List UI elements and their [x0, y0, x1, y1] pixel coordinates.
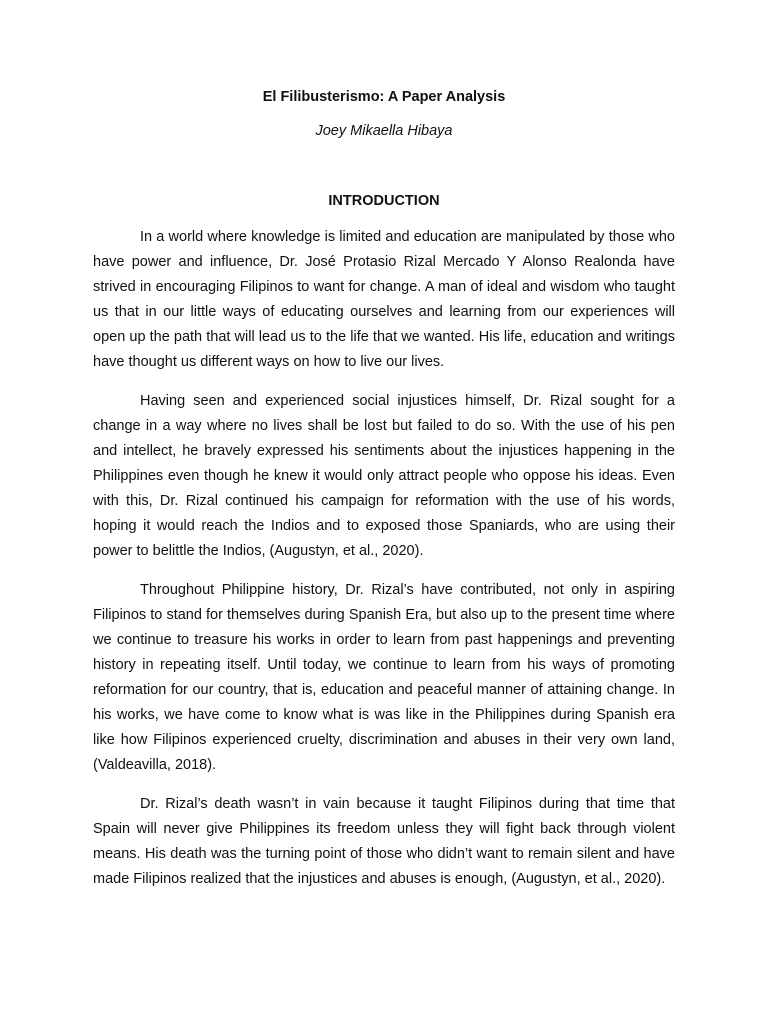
paragraph-4: Dr. Rizal’s death wasn’t in vain because it taught Filipinos during that time that Spain will never give Philippines its freedom unless they will fight back through violent means. His death was the turning point of those who didn’t want to remain silent and have made Filipinos realized that the injustices and abuses is enough, (Augustyn, et al., 2020).: [93, 796, 675, 887]
body-text: [93, 225, 675, 906]
document-title: El Filibusterismo: A Paper Analysis: [262, 89, 506, 105]
paragraph-1: In a world where knowledge is limited and education are manipulated by those who have power and influence, Dr. José Protasio Rizal Mercado Y Alonso Realonda have strived in encouraging Filipinos to want for change. A man of ideal and wisdom who taught us that in our little ways of educating ourselves and learning from our experiences will open up the path that will lead us to the life that we wanted. His life, education and writings have thought us different ways on how to live our lives.: [93, 229, 675, 370]
section-heading: INTRODUCTION: [328, 193, 440, 209]
paragraph-2: Having seen and experienced social injustices himself, Dr. Rizal sought for a change in a way where no lives shall be lost but failed to do so. With the use of his pen and intellect, he bravely expressed his sentiments about the injustices happening in the Philippines even though he knew it would only attract people who oppose his ideas. Even with this, Dr. Rizal continued his campaign for reformation with the use of his words, hoping it would reach the Indios and to exposed those Spaniards, who are using their power to belittle the Indios, (Augustyn, et al., 2020).: [93, 393, 675, 559]
paragraph-3: Throughout Philippine history, Dr. Rizal’s have contributed, not only in aspiring Filipinos to stand for themselves during Spanish Era, but also up to the present time where we continue to treasure his works in order to learn from past happenings and preventing history in repeating itself. Until today, we continue to learn from his ways of promoting reformation for our country, that is, education and peaceful manner of attaining change. In his works, we have come to know what is was like in the Philippines during Spanish era like how Filipinos experienced cruelty, discrimination and abuses in their very own land, (Valdeavilla, 2018).: [93, 582, 675, 773]
document-author: Joey Mikaella Hibaya: [315, 123, 453, 139]
